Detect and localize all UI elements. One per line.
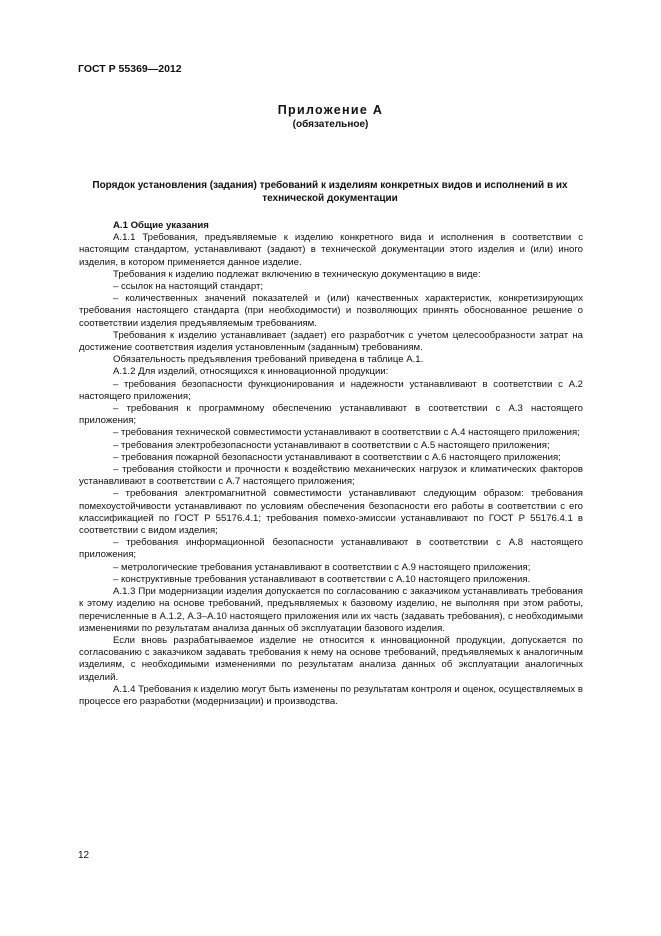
body-text [79, 220, 583, 708]
appendix-title: Приложение А [277, 103, 384, 117]
paragraph: Если вновь разрабатываемое изделие не относится к инновационной продукции, допускается по согласованию с заказчиком задавать требования к нему на основе требований, предъявляемых к аналогичным изделиям, с необходимыми изменениями по результатам анализа данных об эксплуатации аналогичных изделий. [79, 634, 583, 683]
paragraph: А.1.1 Требования, предъявляемые к изделию конкретного вида и исполнения в соответствии с настоящим стандартом, устанавливают (задают) в технической документации этого изделия и (или) иного изделия, в котором применяется данное изделие. [79, 232, 583, 268]
list-item: – требования электробезопасности устанавливают в соответствии с А.5 настоящего приложения; [113, 439, 550, 451]
appendix-subtitle: (обязательное) [292, 119, 369, 130]
list-item: – метрологические требования устанавливают в соответствии с А.9 настоящего приложения; [113, 561, 531, 573]
list-item: – требования безопасности функционирования и надежности устанавливают в соответствии с А.2 настоящего приложения; [79, 378, 583, 402]
list-item: – требования к программному обеспечению устанавливают в соответствии с А.3 настоящего приложения; [79, 403, 583, 427]
page-number: 12 [78, 850, 90, 861]
list-item: – количественных значений показателей и (или) качественных характеристик, конкретизирующих требования настоящего стандарта (при необходимости) и позволяющих принять обоснованное решение о соответствии изделия предъявляемым требованиям. [79, 293, 583, 329]
section-title: Порядок установления (задания) требований к изделиям конкретных видов и исполнений в их технической документации [92, 180, 568, 204]
list-item: – конструктивные требования устанавливают в соответствии с А.10 настоящего приложения. [113, 573, 531, 585]
paragraph: Обязательность предъявления требований приведена в таблице А.1. [113, 354, 424, 366]
paragraph: Требования к изделию подлежат включению в техническую документацию в виде: [113, 268, 481, 280]
paragraph: А.1.2 Для изделий, относящихся к инновационной продукции: [113, 366, 389, 378]
list-item: – требования информационной безопасности устанавливают в соответствии с А.8 настоящего приложения; [79, 537, 583, 561]
list-item: – ссылок на настоящий стандарт; [113, 281, 264, 293]
list-item: – требования стойкости и прочности к воздействию механических нагрузок и климатических факторов устанавливают в соответствии с А.7 настоящего приложения; [79, 464, 583, 488]
list-item: – требования пожарной безопасности устанавливают в соответствии с А.6 настоящего приложения; [113, 451, 561, 463]
list-item: – требования электромагнитной совместимости устанавливают следующим образом: требования помехоустойчивости устанавливают по условиям обеспечения безопасности его работы в соответствии с его классификацией по ГОСТ Р 55176.4.1; требования помехо-эмиссии устанавливают по ГОСТ Р 55176.4.1 в соответствии с видом изделия; [79, 488, 583, 537]
list-item: – требования технической совместимости устанавливают в соответствии с А.4 настоящего приложения; [113, 427, 580, 439]
paragraph: А.1.4 Требования к изделию могут быть изменены по результатам контроля и оценок, осуществляемых в процессе его разработки (модернизации) и производства. [79, 683, 583, 707]
document-code: ГОСТ Р 55369—2012 [78, 63, 182, 75]
paragraph: Требования к изделию устанавливает (задает) его разработчик с учетом целесообразности затрат на достижение соответствия изделия установленным (заданным) требованиям. [79, 329, 583, 354]
subsection-heading: А.1 Общие указания [113, 220, 209, 231]
paragraph: А.1.3 При модернизации изделия допускается по согласованию с заказчиком устанавливать требования к этому изделию на основе требований, предъявляемых к базовому изделию, не выполняя при этом работы, перечисленные в А.1.2, А.3–А.10 настоящего приложения или их часть (задавать требования), с необходимыми изменениями по результатам анализа данных об эксплуатации базового изделия. [79, 586, 583, 634]
